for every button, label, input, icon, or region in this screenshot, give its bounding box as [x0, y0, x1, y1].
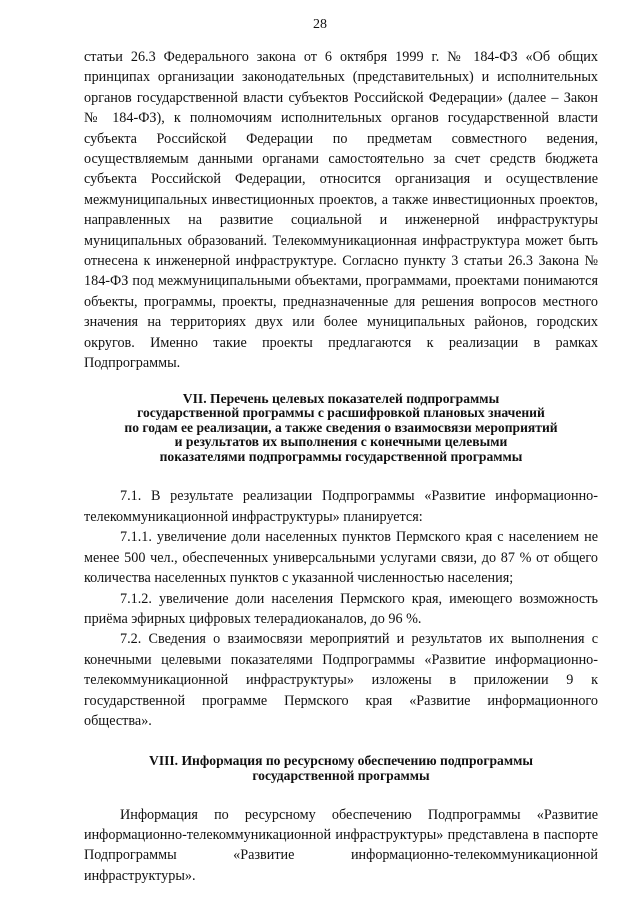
heading-line: по годам ее реализации, а также сведения о взаимосвязи мероприятий — [124, 419, 558, 435]
paragraph-7-1-1: 7.1.1. увеличение доли населенных пунктов Пермского края с населением не менее 500 чел., обеспеченных универсальными услугами связи, до 87 % от общего количества населенных пунктов с указанной численностью населения; — [84, 529, 598, 587]
heading-line: показателями подпрограммы государственной программы — [159, 448, 523, 464]
heading-line: VIII. Информация по ресурсному обеспечению подпрограммы — [149, 753, 533, 769]
document-body — [84, 47, 598, 886]
paragraph-statute-reference: статьи 26.3 Федерального закона от 6 октября 1999 г. № 184-ФЗ «Об общих принципах организации законодательных (представительных) и исполнительных органов государственной власти субъектов Российской Федерации» (далее – Закон № 184-ФЗ), к полномочиям исполнительных органов государственной власти субъекта Российской Федерации по предметам совместного ведения, осуществляемым данными органами самостоятельно за счет средств бюджета субъекта Российской Федерации, относится организация и осуществление межмуниципальных инвестиционных проектов, а также инвестиционных проектов, направленных на развитие социальной и инженерной инфраструктуры муниципальных образований. Телекоммуникационная инфраструктура может быть отнесена к инженерной инфраструктуре. Согласно пункту 3 статьи 26.3 Закона № 184-ФЗ под межмуниципальными объектами, программами, проектами понимаются объекты, программы, проекты, предназначенные для решения вопросов местного значения на территориях двух или более муниципальных районов, городских округов. Именно такие проекты предлагаются к реализации в рамках Подпрограммы. — [84, 49, 598, 372]
paragraph-7-1-2: 7.1.2. увеличение доли населения Пермского края, имеющего возможность приёма эфирных цифровых телерадиоканалов, до 96 %. — [84, 590, 598, 627]
heading-line: государственной программы с расшифровкой плановых значений — [137, 405, 545, 421]
page-number: 28 — [313, 17, 327, 32]
heading-line: государственной программы — [252, 767, 430, 783]
paragraph-resource-info: Информация по ресурсному обеспечению Подпрограммы «Развитие информационно-телекоммуникационной инфраструктуры» представлена в паспорте Подпрограммы «Развитие информационно-телекоммуникационной инфраструктуры». — [84, 806, 598, 884]
heading-line: VII. Перечень целевых показателей подпрограммы — [182, 390, 500, 406]
heading-line: и результатов их выполнения с конечными целевыми — [174, 434, 508, 450]
paragraph-7-1: 7.1. В результате реализации Подпрограммы «Развитие информационно-телекоммуникационной инфраструктуры» планируется: — [84, 488, 598, 525]
section-heading-vii — [84, 392, 598, 465]
paragraph-7-2: 7.2. Сведения о взаимосвязи мероприятий и результатов их выполнения с конечными целевыми показателями Подпрограммы «Развитие информационно-телекоммуникационной инфраструктуры» изложены в приложении 9 к государственной программе Пермского края «Развитие информационного общества». — [84, 631, 598, 729]
section-heading-viii — [84, 754, 598, 783]
